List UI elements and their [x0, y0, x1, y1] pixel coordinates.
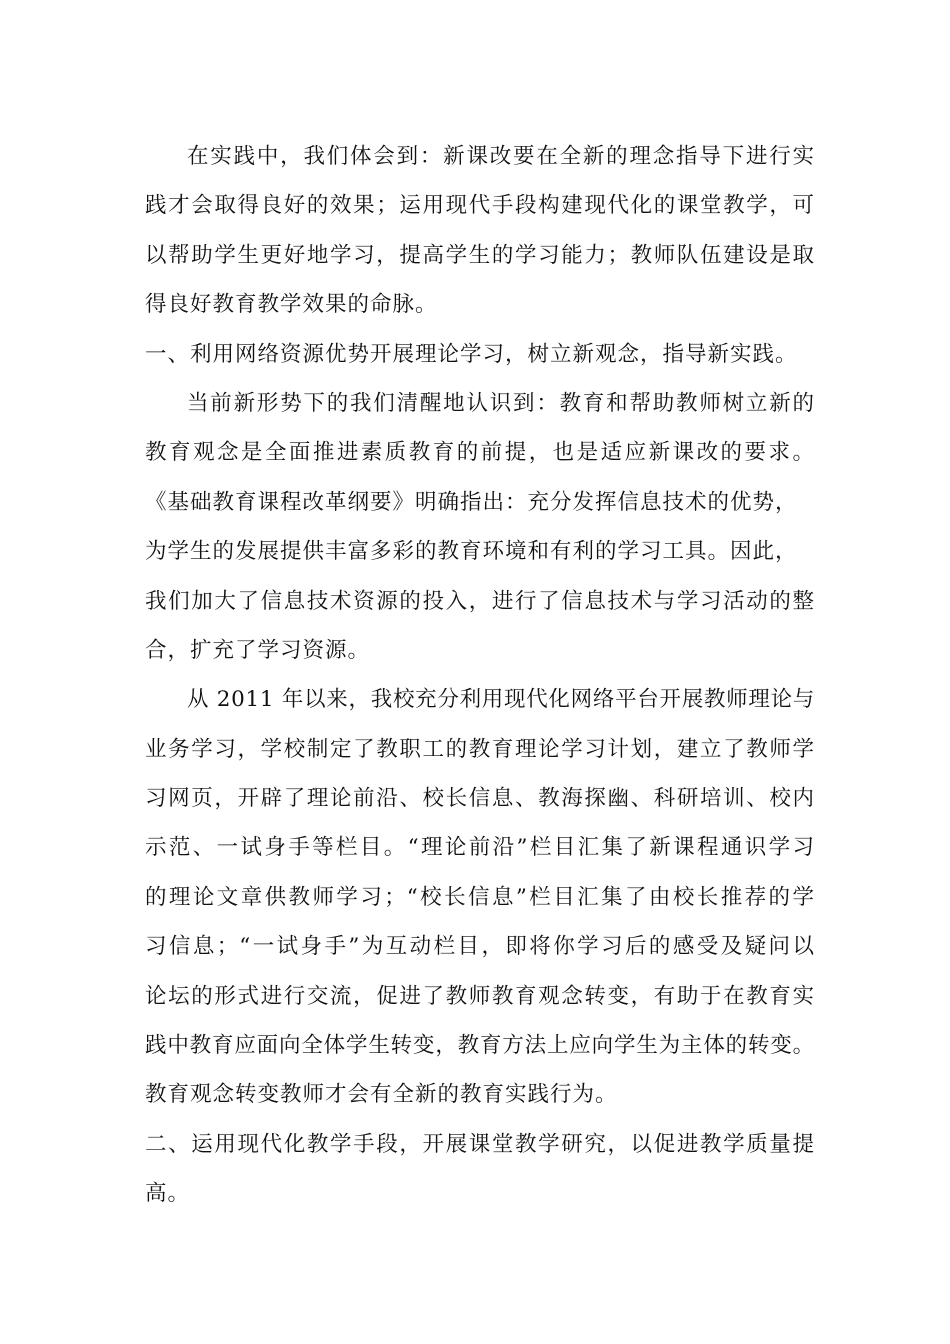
text-line: 高。 [145, 1181, 191, 1207]
text-line: 以帮助学生更好地学习，提高学生的学习能力；教师队伍建设是取 [145, 242, 815, 268]
text-line: 从 2011 年以来，我校充分利用现代化网络平台开展教师理论与 [187, 687, 815, 713]
text-line: 我们加大了信息技术资源的投入，进行了信息技术与学习活动的整 [145, 588, 815, 614]
text-line: 教育观念是全面推进素质教育的前提，也是适应新课改的要求。 [145, 440, 815, 466]
text-line: 当前新形势下的我们清醒地认识到：教育和帮助教师树立新的 [187, 390, 815, 416]
text-line: 合，扩充了学习资源。 [145, 637, 371, 663]
text-line: 业务学习，学校制定了教职工的教育理论学习计划，建立了教师学 [145, 736, 815, 762]
text-line: 习网页，开辟了理论前沿、校长信息、教海探幽、科研培训、校内 [145, 786, 815, 812]
document-body [145, 132, 815, 1219]
section-heading: 一、利用网络资源优势开展理论学习，树立新观念，指导新实践。 [145, 341, 798, 367]
text-line: 论坛的形式进行交流，促进了教师教育观念转变，有助于在教育实 [145, 983, 815, 1009]
text-line: 为学生的发展提供丰富多彩的教育环境和有利的学习工具。因此， [145, 539, 798, 565]
text-line: 示范、一试身手等栏目。“理论前沿”栏目汇集了新课程通识学习 [145, 835, 815, 861]
text-line: 得良好教育教学效果的命脉。 [145, 292, 438, 318]
text-line: 习信息；“一试身手”为互动栏目，即将你学习后的感受及疑问以 [145, 934, 815, 960]
text-line: 《基础教育课程改革纲要》明确指出：充分发挥信息技术的优势， [145, 489, 798, 515]
text-line: 在实践中，我们体会到：新课改要在全新的理念指导下进行实 [187, 144, 815, 169]
text-line: 践中教育应面向全体学生转变，教育方法上应向学生为主体的转变。 [145, 1033, 815, 1059]
section-heading: 二、运用现代化教学手段，开展课堂教学研究，以促进教学质量提 [145, 1131, 815, 1157]
text-line: 的理论文章供教师学习；“校长信息”栏目汇集了由校长推荐的学 [145, 884, 815, 910]
text-line: 践才会取得良好的效果；运用现代手段构建现代化的课堂教学，可 [145, 193, 815, 219]
text-line: 教育观念转变教师才会有全新的教育实践行为。 [145, 1082, 618, 1108]
